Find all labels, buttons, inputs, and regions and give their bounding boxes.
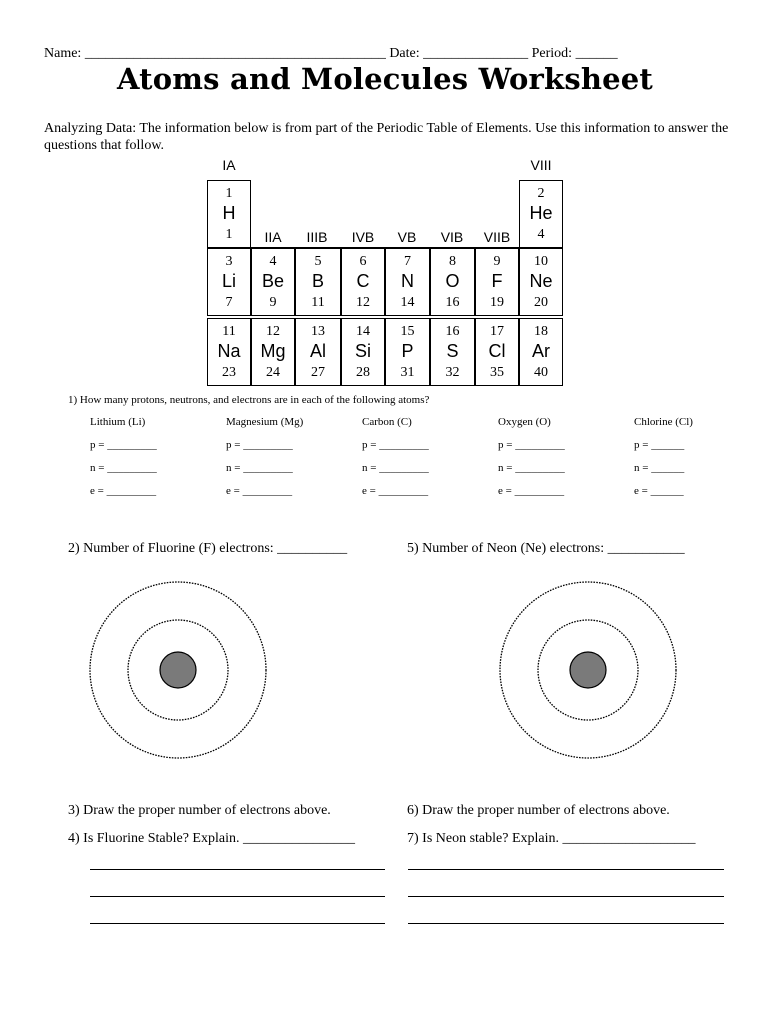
group-label-ia: IA — [222, 157, 236, 173]
electrons-blank[interactable]: e = _________ — [362, 485, 429, 497]
group-label-iiib: IIIB — [306, 229, 328, 245]
element-symbol: Be — [261, 271, 285, 291]
element-cell-c — [341, 248, 385, 316]
fluorine-bohr-diagram — [80, 575, 280, 765]
atomic-number: 1 — [225, 186, 233, 201]
atomic-mass: 28 — [356, 365, 370, 380]
atom-name: Oxygen (O) — [498, 416, 551, 428]
atomic-mass: 9 — [269, 295, 277, 310]
element-symbol: Si — [354, 341, 371, 361]
element-cell-si — [341, 318, 385, 386]
element-symbol: Ar — [532, 341, 550, 361]
protons-blank[interactable]: p = _________ — [498, 439, 565, 451]
page-title: Atoms and Molecules Worksheet — [116, 62, 654, 96]
question-2: 2) Number of Fluorine (F) electrons: __________ — [68, 541, 348, 556]
neutrons-blank[interactable]: n = _________ — [226, 462, 293, 474]
answer-line[interactable] — [90, 869, 385, 870]
group-label-vib: VIB — [440, 229, 464, 245]
atomic-mass: 23 — [222, 365, 236, 380]
answer-line[interactable] — [90, 896, 385, 897]
electrons-blank[interactable]: e = ______ — [634, 485, 684, 497]
atomic-number: 6 — [359, 254, 367, 269]
atom-column-carbon — [362, 416, 429, 508]
periodic-table — [0, 0, 770, 400]
group-label-vb: VB — [397, 229, 417, 245]
element-cell-he — [519, 180, 563, 248]
atomic-number: 16 — [445, 324, 460, 339]
atomic-number: 18 — [534, 324, 548, 339]
atomic-number: 5 — [314, 254, 322, 269]
answer-line[interactable] — [90, 923, 385, 924]
atomic-number: 14 — [356, 324, 370, 339]
element-symbol: Al — [309, 341, 326, 361]
atomic-mass: 12 — [356, 295, 370, 310]
atomic-mass: 4 — [537, 227, 545, 242]
atomic-number: 15 — [400, 324, 415, 339]
question-3: 3) Draw the proper number of electrons above. — [68, 803, 331, 818]
element-cell-ne — [519, 248, 563, 316]
protons-blank[interactable]: p = _________ — [362, 439, 429, 451]
question-5: 5) Number of Neon (Ne) electrons: ___________ — [407, 541, 685, 556]
element-symbol: Cl — [488, 341, 506, 361]
atomic-number: 11 — [222, 324, 236, 339]
neon-bohr-diagram — [488, 575, 688, 765]
element-cell-be — [251, 248, 295, 316]
element-cell-ar — [519, 318, 563, 386]
header-name-date-period: Name: ___________________________________________ Date: _______________ Period: ______ — [44, 46, 618, 61]
atomic-number: 12 — [266, 324, 280, 339]
neutrons-blank[interactable]: n = ______ — [634, 462, 685, 474]
atomic-mass: 14 — [400, 295, 415, 310]
group-label-ivb: IVB — [351, 229, 375, 245]
atomic-mass: 7 — [225, 295, 233, 310]
element-symbol: F — [491, 271, 503, 291]
atomic-number: 10 — [534, 254, 548, 269]
answer-line[interactable] — [408, 896, 724, 897]
neutrons-blank[interactable]: n = _________ — [498, 462, 565, 474]
atom-column-oxygen — [498, 416, 565, 508]
atom-name: Lithium (Li) — [90, 416, 146, 428]
electrons-blank[interactable]: e = _________ — [226, 485, 293, 497]
atomic-mass: 40 — [534, 365, 548, 380]
protons-blank[interactable]: p = _________ — [90, 439, 157, 451]
question-7: 7) Is Neon stable? Explain. ___________________ — [407, 831, 696, 846]
atomic-number: 4 — [269, 254, 277, 269]
group-label-viii: VIII — [530, 157, 552, 173]
electrons-blank[interactable]: e = _________ — [90, 485, 157, 497]
atomic-number: 8 — [449, 254, 456, 269]
element-symbol: Ne — [529, 271, 553, 291]
element-cell-o — [430, 248, 475, 316]
atomic-mass: 1 — [225, 227, 233, 242]
neutrons-blank[interactable]: n = _________ — [362, 462, 429, 474]
element-cell-h — [207, 180, 251, 248]
element-cell-mg — [251, 318, 295, 386]
element-symbol: C — [356, 271, 370, 291]
atomic-number: 17 — [490, 324, 504, 339]
electrons-blank[interactable]: e = _________ — [498, 485, 565, 497]
atomic-mass: 11 — [311, 295, 325, 310]
element-cell-s — [430, 318, 475, 386]
element-cell-p — [385, 318, 430, 386]
atomic-number: 2 — [537, 186, 545, 201]
atomic-number: 7 — [404, 254, 411, 269]
atomic-mass: 19 — [490, 295, 504, 310]
atom-name: Magnesium (Mg) — [226, 416, 304, 428]
answer-line[interactable] — [408, 869, 724, 870]
element-symbol: Na — [217, 341, 241, 361]
neutrons-blank[interactable]: n = _________ — [90, 462, 157, 474]
nucleus — [570, 652, 606, 688]
element-symbol: P — [401, 341, 414, 361]
intro-text: Analyzing Data: The information below is from part of the Periodic Table of Elements. Use this information to answer the questions that follow. — [44, 121, 729, 153]
element-symbol: O — [445, 271, 460, 291]
question-6: 6) Draw the proper number of electrons above. — [407, 803, 670, 818]
atomic-number: 13 — [311, 324, 325, 339]
element-cell-li — [207, 248, 251, 316]
element-symbol: Li — [221, 271, 236, 291]
group-label-iia: IIA — [264, 229, 282, 245]
atomic-number: 9 — [493, 254, 501, 269]
element-cell-na — [207, 318, 251, 386]
protons-blank[interactable]: p = ______ — [634, 439, 685, 451]
nucleus — [160, 652, 196, 688]
atomic-mass: 24 — [266, 365, 280, 380]
atomic-mass: 27 — [311, 365, 325, 380]
atomic-mass: 31 — [400, 365, 415, 380]
element-cell-f — [475, 248, 519, 316]
element-cell-b — [295, 248, 341, 316]
element-cell-cl — [475, 318, 519, 386]
element-symbol: N — [401, 271, 414, 291]
atomic-mass: 20 — [534, 295, 548, 310]
element-symbol: H — [222, 203, 236, 223]
element-symbol: He — [529, 203, 553, 223]
element-cell-al — [295, 318, 341, 386]
atom-column-chlorine — [634, 416, 693, 508]
atom-name: Carbon (C) — [362, 416, 412, 428]
element-symbol: B — [311, 271, 324, 291]
answer-line[interactable] — [408, 923, 724, 924]
atom-column-lithium — [90, 416, 157, 508]
question-1: 1) How many protons, neutrons, and electrons are in each of the following atoms? — [68, 394, 430, 406]
group-label-viib: VIIB — [483, 229, 511, 245]
atomic-mass: 35 — [490, 365, 504, 380]
atom-name: Chlorine (Cl) — [634, 416, 693, 428]
element-symbol: Mg — [260, 341, 286, 361]
atomic-mass: 16 — [445, 295, 460, 310]
question-4: 4) Is Fluorine Stable? Explain. ________________ — [68, 831, 355, 846]
atomic-mass: 32 — [445, 365, 460, 380]
atomic-number: 3 — [225, 254, 233, 269]
element-symbol: S — [446, 341, 459, 361]
protons-blank[interactable]: p = _________ — [226, 439, 293, 451]
atom-column-magnesium — [226, 416, 303, 508]
element-cell-n — [385, 248, 430, 316]
